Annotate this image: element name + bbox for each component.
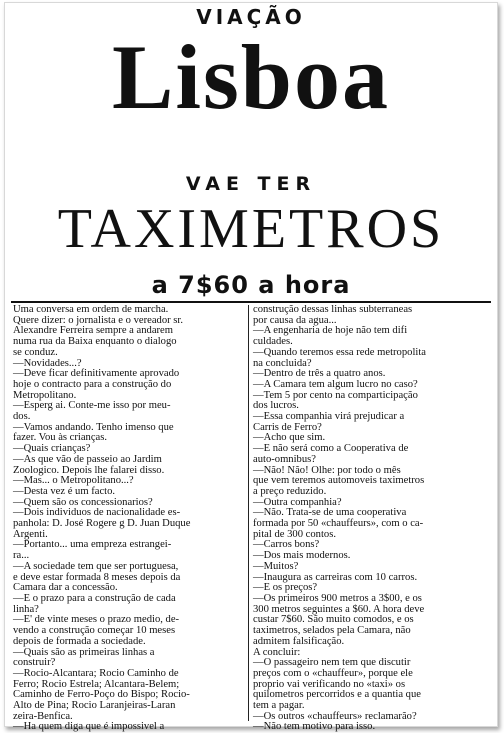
article-line: 300 metros seguintes a $60. A hora deve — [253, 603, 425, 615]
article-line: se conduz. — [13, 346, 58, 358]
article-line: —Não! Não! Olhe: por todo o mês — [253, 464, 401, 476]
article-line: —Rocio-Alcantara; Rocio Caminho de — [13, 667, 179, 679]
article-line: —A engenharia de hoje não tem difi — [253, 325, 408, 337]
article-line: —Os outros «chauffeurs» reclamarão? — [253, 710, 417, 722]
article-line: taximetros, selados pela Camara, não — [253, 625, 411, 637]
article-line: —Ha quem diga que é impossivel a — [13, 721, 165, 733]
article-line: —Inaugura as carreiras com 10 carros. — [253, 571, 418, 583]
article-line: linha? — [13, 603, 39, 615]
header-rule — [11, 301, 491, 303]
article-line: —Esperg ai. Conte-me isso por meu- — [13, 400, 171, 412]
article-line: dos. — [13, 411, 31, 423]
article-line: hoje o contracto para a construção do — [13, 378, 172, 390]
article-line: —O passageiro nem tem que discutir — [253, 657, 411, 669]
article-line: —E o prazo para a construção de cada — [13, 592, 176, 604]
article-line: Metropolitano. — [13, 389, 77, 401]
article-line: —Carros bons? — [253, 539, 320, 551]
column-divider — [248, 305, 249, 721]
article-line: construir? — [13, 657, 56, 669]
article-line: —A sociedade tem que ser portuguesa, — [13, 560, 179, 572]
article-line: —Vamos andando. Tenho imenso que — [13, 421, 174, 433]
article-line: —E' de vinte meses o prazo medio, de- — [13, 614, 180, 626]
article-line: —Quais são as primeiras linhas a — [13, 646, 155, 658]
article-line: —E os preços? — [253, 582, 318, 594]
article-line: e deve estar formada 8 meses depois da — [13, 571, 181, 583]
price-line: a 7$60 a hora — [151, 271, 351, 299]
article-line: —Outra companhia? — [253, 496, 342, 508]
article-line: por causa da agua... — [253, 314, 337, 326]
article-line: Ferro; Rocio Estrela; Alcantara-Belem; — [13, 678, 180, 690]
article-line: dos lucros. — [253, 400, 299, 412]
article-line: —Novidades...? — [13, 357, 82, 369]
article-line: —A Camara tem algum lucro no caso? — [253, 378, 418, 390]
article-line: —Dos mais modernos. — [253, 550, 351, 562]
article-line: depois de formada a sociedade. — [13, 635, 146, 647]
article-line: preços com o «chauffeur», porque ele — [253, 667, 413, 679]
article-line: Argenti. — [13, 528, 48, 540]
page-title: Lisboa — [112, 26, 390, 128]
headline: TAXIMETROS — [57, 198, 445, 260]
article-line: A concluir: — [253, 646, 301, 658]
article-line: —As que vão de passeio ao Jardim — [13, 453, 162, 465]
article-line: Quere dizer: o jornalista e o vereador sr. — [13, 314, 184, 326]
article-line: —Tem 5 por cento na comparticipação — [253, 389, 418, 401]
article-line: ra... — [13, 550, 30, 562]
article-line: proprio vai verificando no «taxi» os — [253, 678, 406, 690]
article-line: —Não tem motivo para isso. — [253, 721, 376, 733]
article-line: —Quando teremos essa rede metropolita — [253, 346, 426, 358]
article-line: zeira-Benfica. — [13, 710, 73, 722]
article-line: panhola: D. José Rogere g D. Juan Duque — [13, 518, 191, 530]
article-line: —Portanto... uma empreza estrangei- — [13, 539, 172, 551]
article-line: Alto de Pina; Rocio Laranjeiras-Laran — [13, 700, 176, 712]
article-line: —Mas... o Metropolitano...? — [13, 475, 134, 487]
article-line: que vem teremos automoveis taximetros — [253, 475, 425, 487]
article-line: tem a pagar. — [253, 700, 305, 712]
article-column-left — [13, 305, 245, 733]
article-line: Camara dar a concessão. — [13, 582, 118, 594]
article-line: —Os primeiros 900 metros a 3$00, e os — [253, 592, 422, 604]
article-line: —Muitos? — [253, 560, 299, 572]
article-column-right — [253, 305, 491, 733]
article-line: custar 7$60. São muito comodos, e os — [253, 614, 414, 626]
article-line: —Desta vez é um facto. — [13, 485, 116, 497]
article-line: vendo a construção começar 10 meses — [13, 625, 176, 637]
article-line: auto-omnibus? — [253, 453, 316, 465]
article-line: Carris de Ferro? — [253, 421, 322, 433]
article-line: na concluida? — [253, 357, 312, 369]
article-line: fazer. Vou às crianças. — [13, 432, 108, 444]
article-line: Caminho de Ferro-Poço do Bispo; Rocio- — [13, 689, 190, 701]
article-line: —Quais crianças? — [13, 443, 91, 455]
article-line: —Essa companhia virá prejudicar a — [253, 411, 405, 423]
article-line: a preço reduzido. — [253, 485, 327, 497]
newspaper-clipping — [4, 2, 498, 733]
article-line: quilometros percorridos e a quantia que — [253, 689, 421, 701]
kicker: VIAÇÃO — [196, 5, 306, 29]
article-line: —Deve ficar definitivamente aprovado — [13, 368, 180, 380]
article-line: —Acho que sim. — [253, 432, 326, 444]
article-line: —Não. Trata-se de uma cooperativa — [253, 507, 407, 519]
article-line: Uma conversa em ordem de marcha. — [13, 304, 169, 315]
article-line: —Dois individuos de nacionalidade es- — [13, 507, 181, 519]
article-line: formada por 50 «chauffeurs», com o ca- — [253, 518, 424, 530]
subtitle: VAE TER — [185, 173, 317, 195]
article-line: Alexandre Ferreira sempre a andarem — [13, 325, 173, 337]
article-line: Zoologico. Depois lhe falarei disso. — [13, 464, 165, 476]
article-line: —Quem são os concessionarios? — [13, 496, 153, 508]
article-line: pital de 300 contos. — [253, 528, 336, 540]
article-line: —Dentro de três a quatro anos. — [253, 368, 386, 380]
article-line: culdades. — [253, 336, 293, 348]
article-line: admitem falsificação. — [253, 635, 345, 647]
article-line: numa rua da Baixa enquanto o dialogo — [13, 336, 177, 348]
article-line: construção dessas linhas subterraneas — [253, 304, 413, 315]
article-line: —E não será como a Cooperativa de — [253, 443, 409, 455]
